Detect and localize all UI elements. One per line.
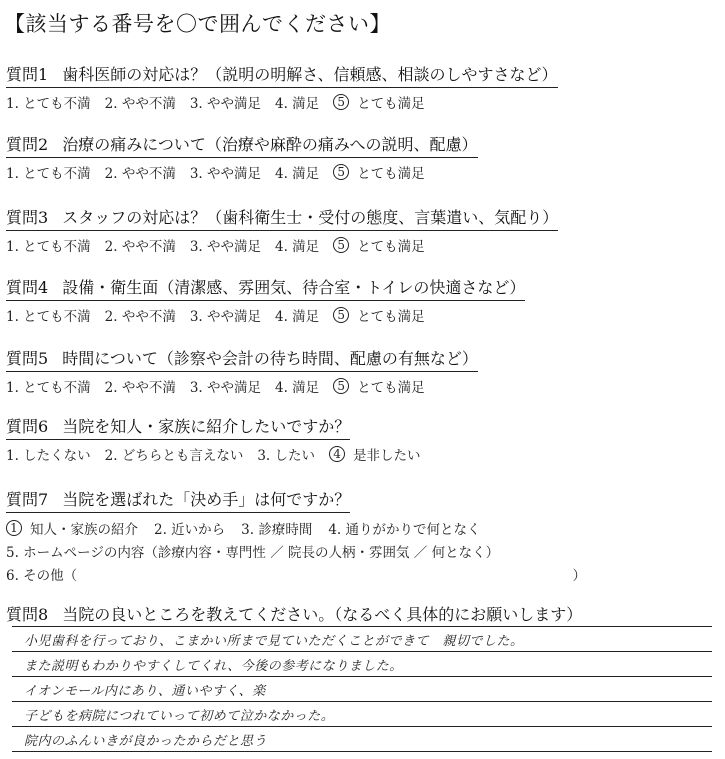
option-row bbox=[6, 235, 558, 255]
option-5-circled[interactable]: 5 とても満足 bbox=[333, 305, 425, 325]
option-1-circled[interactable]: 1 知人・家族の紹介 bbox=[6, 518, 138, 538]
option-3[interactable]: 3. したい bbox=[257, 448, 316, 464]
option-1[interactable]: 1. したくない bbox=[6, 448, 91, 464]
question-number: 質問4 bbox=[6, 278, 49, 297]
circled-number: 4 bbox=[329, 446, 345, 462]
option-1[interactable]: 1. とても不満 bbox=[6, 96, 91, 112]
question-heading bbox=[6, 602, 582, 627]
circled-number: 5 bbox=[333, 94, 349, 110]
option-5[interactable]: 5. ホームページの内容（診療内容・専門性 ／ 院長の人柄・雰囲気 ／ 何となく） bbox=[6, 545, 500, 561]
question-heading bbox=[6, 205, 558, 231]
option-5-circled[interactable]: 5 とても満足 bbox=[333, 92, 425, 112]
question-heading bbox=[6, 62, 558, 88]
option-4[interactable]: 4. 満足 bbox=[275, 309, 320, 325]
option-2[interactable]: 2. やや不満 bbox=[104, 239, 176, 255]
option-1[interactable]: 1. とても不満 bbox=[6, 166, 91, 182]
option-5-circled[interactable]: 5 とても満足 bbox=[333, 376, 425, 396]
option-row bbox=[6, 305, 525, 325]
question-number: 質問3 bbox=[6, 208, 49, 227]
circled-number: 1 bbox=[6, 520, 22, 536]
page-title: 【該当する番号を〇で囲んでください】 bbox=[4, 12, 391, 36]
question-heading bbox=[6, 275, 525, 301]
question-text: 当院を選ばれた「決め手」は何ですか？ bbox=[62, 490, 351, 509]
question-text: 当院を知人・家族に紹介したいですか？ bbox=[62, 417, 351, 436]
question-heading bbox=[6, 346, 478, 372]
question-text: スタッフの対応は？（歯科衛生士・受付の態度、言葉遣い、気配り） bbox=[62, 208, 559, 227]
option-2[interactable]: 2. 近いから bbox=[154, 522, 226, 538]
question-4 bbox=[6, 275, 525, 325]
option-4[interactable]: 4. 満足 bbox=[275, 166, 320, 182]
option-1[interactable]: 1. とても不満 bbox=[6, 239, 91, 255]
question-number: 質問2 bbox=[6, 135, 49, 154]
question-heading bbox=[6, 414, 350, 440]
option-3[interactable]: 3. やや満足 bbox=[189, 166, 262, 182]
circled-number: 5 bbox=[333, 307, 349, 323]
question-text: 時間について（診察や会計の待ち時間、配慮の有無など） bbox=[62, 349, 478, 368]
question-text: 治療の痛みについて（治療や麻酔の痛みへの説明、配慮） bbox=[62, 135, 478, 154]
option-2[interactable]: 2. やや不満 bbox=[104, 380, 176, 396]
option-row bbox=[6, 444, 435, 464]
question-text: 歯科医師の対応は？（説明の明解さ、信頼感、相談のしやすさなど） bbox=[62, 65, 558, 84]
question-heading bbox=[6, 487, 350, 513]
question-number: 質問6 bbox=[6, 417, 49, 436]
handwritten-answer-box[interactable] bbox=[12, 626, 712, 752]
question-1 bbox=[6, 62, 558, 112]
question-2 bbox=[6, 132, 478, 182]
option-row-1 bbox=[6, 518, 586, 538]
question-number: 質問5 bbox=[6, 349, 49, 368]
question-heading bbox=[6, 132, 478, 158]
question-3 bbox=[6, 205, 558, 255]
answer-line: また説明もわかりやすくしてくれ、今後の参考になりました。 bbox=[12, 652, 712, 677]
option-4[interactable]: 4. 満足 bbox=[275, 239, 320, 255]
option-3[interactable]: 3. やや満足 bbox=[189, 96, 262, 112]
option-1[interactable]: 1. とても不満 bbox=[6, 380, 91, 396]
question-8 bbox=[6, 602, 718, 627]
option-4[interactable]: 4. 通りがかりで何となく bbox=[328, 522, 481, 538]
answer-line: 小児歯科を行っており、こまかい所まで見ていただくことができて 親切でした。 bbox=[12, 626, 712, 652]
question-number: 質問1 bbox=[6, 65, 49, 84]
option-2[interactable]: 2. どちらとも言えない bbox=[104, 448, 244, 464]
question-number: 質問7 bbox=[6, 490, 49, 509]
option-2[interactable]: 2. やや不満 bbox=[104, 309, 176, 325]
option-3[interactable]: 3. やや満足 bbox=[189, 309, 262, 325]
question-number: 質問8 bbox=[6, 605, 49, 624]
question-text: 当院の良いところを教えてください。（なるべく具体的にお願いします） bbox=[62, 605, 583, 624]
answer-line: イオンモール内にあり、通いやすく、楽 bbox=[12, 677, 712, 702]
option-2[interactable]: 2. やや不満 bbox=[104, 166, 176, 182]
option-row bbox=[6, 162, 478, 182]
option-5-circled[interactable]: 5 とても満足 bbox=[333, 235, 425, 255]
question-5 bbox=[6, 346, 478, 396]
option-3[interactable]: 3. やや満足 bbox=[189, 239, 262, 255]
option-5-circled[interactable]: 5 とても満足 bbox=[333, 162, 425, 182]
option-3[interactable]: 3. 診療時間 bbox=[241, 522, 313, 538]
option-row bbox=[6, 92, 558, 112]
option-3[interactable]: 3. やや満足 bbox=[189, 380, 262, 396]
option-row bbox=[6, 376, 478, 396]
question-text: 設備・衛生面（清潔感、雰囲気、待合室・トイレの快適さなど） bbox=[62, 278, 526, 297]
circled-number: 5 bbox=[333, 237, 349, 253]
circled-number: 5 bbox=[333, 378, 349, 394]
option-2[interactable]: 2. やや不満 bbox=[104, 96, 176, 112]
option-4[interactable]: 4. 満足 bbox=[275, 96, 320, 112]
option-4-circled[interactable]: 4 是非したい bbox=[329, 444, 421, 464]
option-1[interactable]: 1. とても不満 bbox=[6, 309, 91, 325]
question-7 bbox=[6, 487, 586, 584]
circled-number: 5 bbox=[333, 164, 349, 180]
option-6-other[interactable]: 6. その他（ ） bbox=[6, 568, 586, 584]
answer-line: 院内のふんいきが良かったからだと思う bbox=[12, 727, 712, 752]
option-4[interactable]: 4. 満足 bbox=[275, 380, 320, 396]
answer-line: 子どもを病院につれていって初めて泣かなかった。 bbox=[12, 702, 712, 727]
question-6 bbox=[6, 414, 435, 464]
